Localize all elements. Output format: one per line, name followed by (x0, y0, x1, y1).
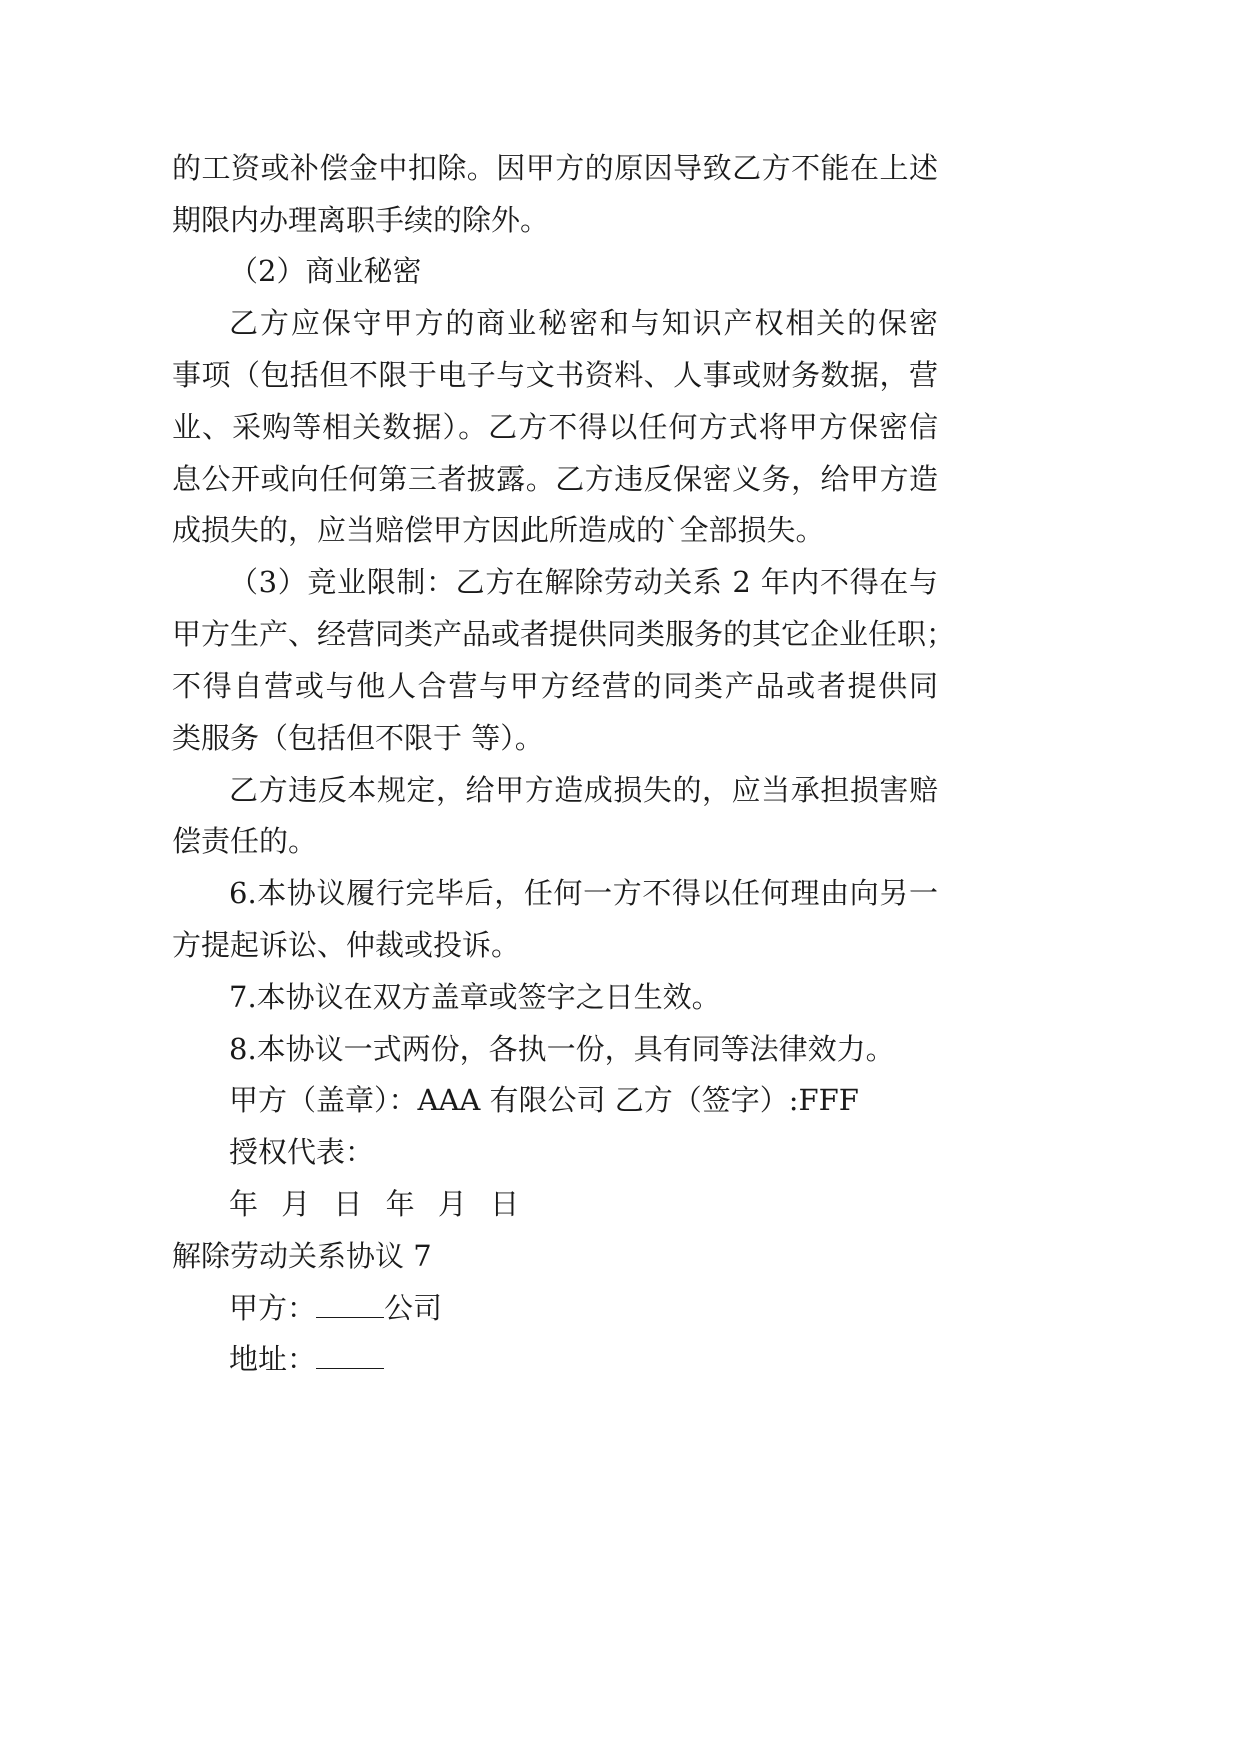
line-text: （3）竞业限制：乙方在解除劳动关系 2 年内不得在与 (229, 565, 938, 599)
line-text: 类服务（包括但不限于 等）。 (172, 721, 544, 755)
text-line (0, 664, 1241, 708)
line-text: 乙方应保守甲方的商业秘密和与知识产权相关的保密 (229, 306, 938, 340)
line-text: 成损失的，应当赔偿甲方因此所造成的`全部损失。 (172, 513, 825, 547)
authorized-representative-line (0, 1130, 1241, 1174)
address-field (229, 1337, 384, 1381)
text-line (0, 560, 1241, 604)
party-a-line (0, 1286, 1241, 1330)
line-text: 甲方生产、经营同类产品或者提供同类服务的其它企业任职； (172, 617, 956, 651)
text-line (0, 301, 1241, 345)
line-text: 事项（包括但不限于电子与文书资料、人事或财务数据，营 (172, 358, 938, 392)
address-label: 地址： (229, 1342, 317, 1376)
line-text: 期限内办理离职手续的除外。 (172, 203, 550, 237)
address-blank (316, 1338, 384, 1369)
text-line (0, 457, 1241, 501)
text-line (0, 198, 1241, 242)
text-line (0, 353, 1241, 397)
text-line (0, 508, 1241, 552)
text-line (0, 1027, 1241, 1071)
line-text: 甲方（盖章）：AAA 有限公司 乙方（签字）:FFF (229, 1083, 859, 1117)
text-line (0, 612, 1241, 656)
date-line (0, 1182, 1241, 1226)
address-line (0, 1337, 1241, 1381)
party-a-label: 甲方： (229, 1291, 317, 1325)
section-heading (0, 249, 1241, 293)
text-line (0, 405, 1241, 449)
line-text: 授权代表： (229, 1135, 375, 1169)
text-line (0, 923, 1241, 967)
text-line (0, 819, 1241, 863)
party-a-field (229, 1286, 442, 1330)
line-text: 方提起诉讼、仲裁或投诉。 (172, 928, 521, 962)
line-text: 偿责任的。 (172, 824, 318, 858)
line-text: 解除劳动关系协议 7 (172, 1239, 432, 1273)
line-text: 不得自营或与他人合营与甲方经营的同类产品或者提供同 (172, 669, 938, 703)
text-line (0, 975, 1241, 1019)
text-line (0, 768, 1241, 812)
line-text: 业、采购等相关数据）。乙方不得以任何方式将甲方保密信 (172, 410, 938, 444)
line-text: 8.本协议一式两份，各执一份，具有同等法律效力。 (229, 1032, 895, 1066)
party-a-blank (316, 1287, 384, 1318)
signature-line (0, 1078, 1241, 1122)
line-text: 息公开或向任何第三者披露。乙方违反保密义务，给甲方造 (172, 462, 938, 496)
text-line (0, 871, 1241, 915)
line-text: 乙方违反本规定，给甲方造成损失的，应当承担损害赔 (229, 773, 938, 807)
line-text: 7.本协议在双方盖章或签字之日生效。 (229, 980, 721, 1014)
line-text: 6.本协议履行完毕后，任何一方不得以任何理由向另一 (229, 876, 938, 910)
line-text: 年 月 日 年 月 日 (229, 1187, 520, 1221)
agreement-title (0, 1234, 1241, 1278)
party-a-suffix: 公司 (384, 1291, 443, 1325)
line-text: （2）商业秘密 (229, 254, 422, 288)
text-line (0, 716, 1241, 760)
text-line (0, 146, 1241, 190)
line-text: 的工资或补偿金中扣除。因甲方的原因导致乙方不能在上述 (172, 151, 938, 185)
